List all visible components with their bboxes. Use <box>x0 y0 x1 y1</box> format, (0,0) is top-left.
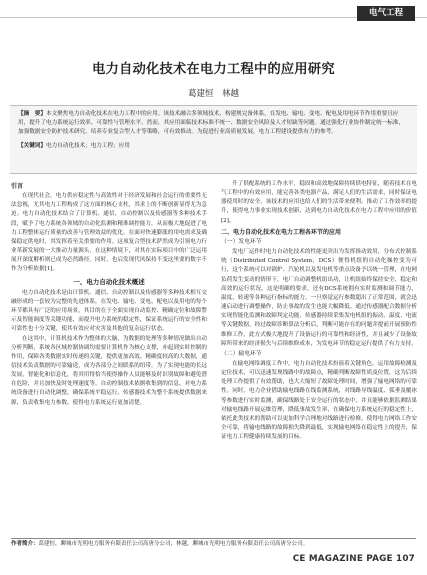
keywords-text: 电力自动化技术；电力工程；应用 <box>45 142 130 149</box>
keywords-label: 【关键词】 <box>18 142 46 149</box>
section2-heading: 二、电力自动化技术在电力工程各环节的应用 <box>221 228 342 236</box>
sub1-paragraph: 发电厂运作时电力自动化技术的性能更突出为发挥推动效用，分布式控制系统（Distributed Control System，DCS）便得机组的自动化操控变为可行，这个系统可以对锅炉、汽轮机以及发电机等重点设备予以统一管理，在电网负荷发生变动的情形下，电厂自动调整机组出功，让机组始终保持安全、稳定和高效的运行状况，这是明确的要求，还有DCS系统拥有实时监测和调节能力，温度，转速等各种运行指标的能力，一旦察觉运行参数超出了正常范围，就会迅速启动进行调整操作，防止事故的发生也能大幅降低。通过传感器配合数据分析实现智能化监测和故障判定功能，传感器持续采集发电机组的振动、温度、电流等关键数据，经过故障诊断算法分析后，判断可能存在的问题并提前开展预防性维修工作，此方式极大地提升了设备运行的可靠性和经济性，并且减少了设备故障所带来的经济损失与后续维修成本，为发电环节的稳定运行提供了有力支持。 <box>221 249 417 347</box>
keywords-paragraph <box>18 142 409 151</box>
intro-heading: 引言 <box>11 183 24 190</box>
sub2-paragraph: 在输电网络调度工作中，电力自动化技术扮演着关键角色，运用故障检测及定位技术，可以迅速发现线路中的故障点，精确判断故障性质及位置，这为后续处理工作提供了有效帮助，也大大缩短了故障处理时间，增强了输电网络的可靠性。同时，电力企业借助输电线路在线监测系统，对线路导线温度、弧垂及覆冰等参数进行实时监测，确保线路处于安全运行的状态中，并且能够依据监测结果对输电线路开展运维管理，降低事故发生率，在确保电力系统运行的稳定性上，依托此类技术的帮助可以更加科学合理地对线路进行检修，使得电力网络工作安全可靠，将输电线路的故障损失降到最低，实现输电网络在稳定性上的提升，保证电力工程健康持续发展的目标。 <box>221 360 417 441</box>
intro-paragraph: 在现代社会，电力供应稳定性与高效性对于经济发展和社会运行的重要性无法忽视，尤其电力工程构成了这方面的核心支柱，其求上的不断创新显得尤为急迫。电力自动化技术结合了计算机、通信，自动控制以及传感器等多种技术手段，赋予了电力系统各领域的自动化监测和精准调控能力，从而极大地促进了电力工程整体运行质量的改善与管理效益的优化。在面对快速膨胀的用电需求及确保稳定供电时，其发挥着至关重要的作用。这项复合型技术萨然成为引领电力行业革新发展的一大推动力量源头，在这种情境下，对其在实际项目中的广泛运用展开深度解析则已成为必然路径。同时，也启发现代风保持不变这里要的数字不作为分析依据[1]。 <box>11 193 207 273</box>
sub1-heading: （一）发电环节 <box>221 238 262 245</box>
right-column <box>221 180 417 442</box>
top-bar <box>0 6 427 22</box>
author-footnote <box>11 540 416 548</box>
abstract-label: 【摘 要】 <box>18 111 46 117</box>
abstract-box <box>10 105 417 174</box>
section-tag: 电气工程 <box>357 6 415 21</box>
right-paragraph-0: 升了供配系统的工作水平，稳固和高效地保障持续供电特征，随着技术在电气工程中的有效应用，能完善各类电器产品，满足人们的生活需求，同时保证电器使用时的安全。该技术的应用也给人们的生活带来便利，推动了工作效率的提升，使得电力事业实现技术创新，达到电力自动化技术在电力工程中应用的价值[2]。 <box>221 181 417 224</box>
footnote-text: 葛建恒，聊城市光明电力服务有限责任公司高唐分公司；林越，聊城市光明电力服务有限责任公司高唐分公司。 <box>38 541 309 547</box>
left-column <box>11 180 207 408</box>
section1-heading: 一、电力自动化技术概述 <box>73 277 145 286</box>
footnote-rule <box>11 538 416 539</box>
page-footer: CE MAGAZINE PAGE 107 <box>292 554 415 564</box>
article-authors: 葛建恒 林越 <box>187 89 239 99</box>
article-title: 电力自动化技术在电力工程中的应用研究 <box>92 62 335 77</box>
abstract-text: 本文聚焦电力自动化技术在电力工程中的应用。该技术融合多领域技术，构建规完备体系，在发电、输电、变电、配电及用电环节作用重要且应用，提升了电力系统运行效率、可靠性与管理水平。然而，其应用面临技术标准不统一、数据安全风险及人才短缺等问题。通过强化行业协作制定统一标准，加强数据安全防护技术研究，培养专业复合型人才等策略，可有效推动。为促进行业高质量发展，电力工程建设提供有力的参考。 <box>18 111 404 136</box>
abstract-paragraph <box>18 110 409 138</box>
section1-paragraph-2: 在这其中，计算机技术作为整体的大脑，为数据的处理等多种情况做出自动分析判断，系统各区域控制协调均需要计算机作为核心支撑，亦起到实时控制的作用，保障各类数据实时传递的关键，提供更加高效、精确度较高的大数据，通信技术负责数据的可靠输送，成为各部分之间联系的纽带。为了实现电能的长远发展，智能化和信息化，将其用得恰当使得操作人员能够及时识别故障和避免潜在危险，并且加快及时处理速度等。自动控制技术依据收集到的信息，对电力系统设备进行自动化调整，确保系统平稳运行，传感器技术为整个系统提供数据来源，负责收集电力参数，使得电力系统运行更加清楚。 <box>11 335 207 406</box>
section1-paragraph-1: 电力自动化技术是由计算机、通信、自动控制以及传感器等多种技术相互交融形成的一套较为完整的先进体系，在发电、输电、变电、配电以及用电的每个环节都具有广泛的应用场景，其目的在于全面实现自动监控、精确定位和故障警示及智能调度等关键功能，而提升电力系统的稳定性，保证系统运行的安全性和可靠性也十分关键，使其有效应对灾害及其他的复杂运行状态。 <box>11 289 207 333</box>
sub2-heading: （二）输电环节 <box>221 350 262 357</box>
footnote-label: 作者简介： <box>11 541 39 547</box>
